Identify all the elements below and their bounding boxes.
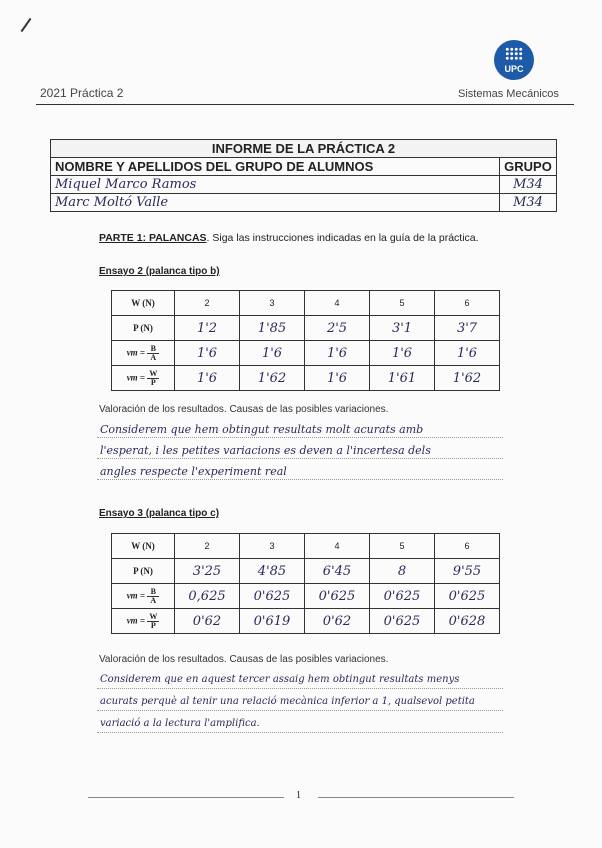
answer-line (97, 437, 503, 438)
w-value: 2 (175, 291, 240, 316)
footer-line-left (88, 797, 284, 798)
part1-label: PARTE 1: PALANCAS (99, 232, 207, 244)
w-row (112, 534, 500, 559)
ensayo3-title: Ensayo 3 (palanca tipo c) (99, 508, 220, 519)
report-header-table (50, 139, 557, 212)
vm-ba-value: 0,625 (175, 584, 240, 609)
vm-wp-value: 0'62 (305, 609, 370, 634)
p-label: P (N) (112, 559, 175, 584)
answer-line (97, 710, 503, 711)
ensayo2-valoracion-prompt: Valoración de los resultados. Causas de las posibles variaciones. (99, 404, 389, 415)
vm-wp-value: 1'6 (305, 366, 370, 391)
w-value: 4 (305, 291, 370, 316)
vm-wp-value: 1'62 (435, 366, 500, 391)
p-value: 1'2 (175, 316, 240, 341)
vm-wp-value: 1'6 (175, 366, 240, 391)
vm-wp-label: vm = $\frac{W}{P}$ (112, 366, 175, 391)
header-course: 2021 Práctica 2 (40, 86, 124, 100)
answer-line (97, 732, 503, 733)
vm-wp-row (112, 609, 500, 634)
w-value: 5 (370, 291, 435, 316)
ensayo3-table (111, 533, 500, 634)
p-value: 1'85 (240, 316, 305, 341)
vm-wp-value: 0'628 (435, 609, 500, 634)
page-number: 1 (296, 790, 301, 801)
p-row (112, 559, 500, 584)
w-value: 6 (435, 291, 500, 316)
w-value: 4 (305, 534, 370, 559)
p-value: 6'45 (305, 559, 370, 584)
answer-line (97, 458, 503, 459)
p-value: 3'25 (175, 559, 240, 584)
w-value: 3 (240, 534, 305, 559)
vm-wp-value: 0'625 (370, 609, 435, 634)
names-header: NOMBRE Y APELLIDOS DEL GRUPO DE ALUMNOS (51, 158, 500, 176)
vm-ba-value: 1'6 (305, 341, 370, 366)
vm-ba-row (112, 584, 500, 609)
vm-wp-value: 1'61 (370, 366, 435, 391)
ensayo3-answer-line: acurats perquè al tenir una relació mecànica inferior a 1, qualsevol petita (100, 696, 475, 707)
p-value: 2'5 (305, 316, 370, 341)
part1-text: . Siga las instrucciones indicadas en la guía de la práctica. (206, 232, 479, 244)
ensayo2-table (111, 290, 500, 391)
header-subject: Sistemas Mecánicos (458, 88, 559, 100)
vm-ba-label: vm = $\frac{B}{A}$ (112, 341, 175, 366)
footer-line-right (318, 797, 514, 798)
p-value: 3'7 (435, 316, 500, 341)
p-value: 9'55 (435, 559, 500, 584)
vm-ba-row (112, 341, 500, 366)
ensayo3-answer-line: variació a la lectura l'amplifica. (100, 718, 260, 729)
vm-ba-value: 0'625 (435, 584, 500, 609)
pen-mark (21, 18, 32, 32)
group-header: GRUPO (500, 158, 557, 176)
ensayo3-answer-line: Considerem que en aquest tercer assaig hem obtingut resultats menys (100, 674, 460, 685)
vm-wp-label: vm = $\frac{W}{P}$ (112, 609, 175, 634)
vm-ba-value: 0'625 (305, 584, 370, 609)
p-value: 4'85 (240, 559, 305, 584)
w-label: W (N) (112, 534, 175, 559)
p-row (112, 316, 500, 341)
ensayo2-title: Ensayo 2 (palanca tipo b) (99, 266, 220, 277)
member-name: Miquel Marco Ramos (51, 176, 500, 194)
upc-logo-icon (494, 40, 534, 80)
vm-wp-value: 1'62 (240, 366, 305, 391)
vm-ba-value: 1'6 (240, 341, 305, 366)
part1-instructions (99, 232, 479, 244)
vm-wp-row (112, 366, 500, 391)
vm-ba-value: 1'6 (370, 341, 435, 366)
ensayo2-answer-line: angles respecte l'experiment real (100, 465, 287, 478)
member-name: Marc Moltó Valle (51, 194, 500, 212)
ensayo3-valoracion-prompt: Valoración de los resultados. Causas de las posibles variaciones. (99, 654, 389, 665)
member-group: M34 (500, 176, 557, 194)
p-value: 3'1 (370, 316, 435, 341)
vm-ba-value: 1'6 (175, 341, 240, 366)
vm-wp-value: 0'619 (240, 609, 305, 634)
vm-ba-value: 0'625 (240, 584, 305, 609)
report-title: INFORME DE LA PRÁCTICA 2 (51, 140, 557, 158)
w-row (112, 291, 500, 316)
p-label: P (N) (112, 316, 175, 341)
logo-text: UPC (504, 64, 524, 74)
vm-ba-value: 0'625 (370, 584, 435, 609)
header-divider (36, 104, 574, 105)
ensayo2-answer-line: l'esperat, i les petites variacions es deven a l'incertesa dels (100, 444, 431, 457)
ensayo2-answer-line: Considerem que hem obtingut resultats molt acurats amb (100, 423, 424, 436)
p-value: 8 (370, 559, 435, 584)
w-value: 5 (370, 534, 435, 559)
answer-line (97, 479, 503, 480)
vm-ba-label: vm = $\frac{B}{A}$ (112, 584, 175, 609)
w-value: 6 (435, 534, 500, 559)
vm-wp-value: 0'62 (175, 609, 240, 634)
w-value: 3 (240, 291, 305, 316)
vm-ba-value: 1'6 (435, 341, 500, 366)
member-group: M34 (500, 194, 557, 212)
w-value: 2 (175, 534, 240, 559)
w-label: W (N) (112, 291, 175, 316)
answer-line (97, 688, 503, 689)
